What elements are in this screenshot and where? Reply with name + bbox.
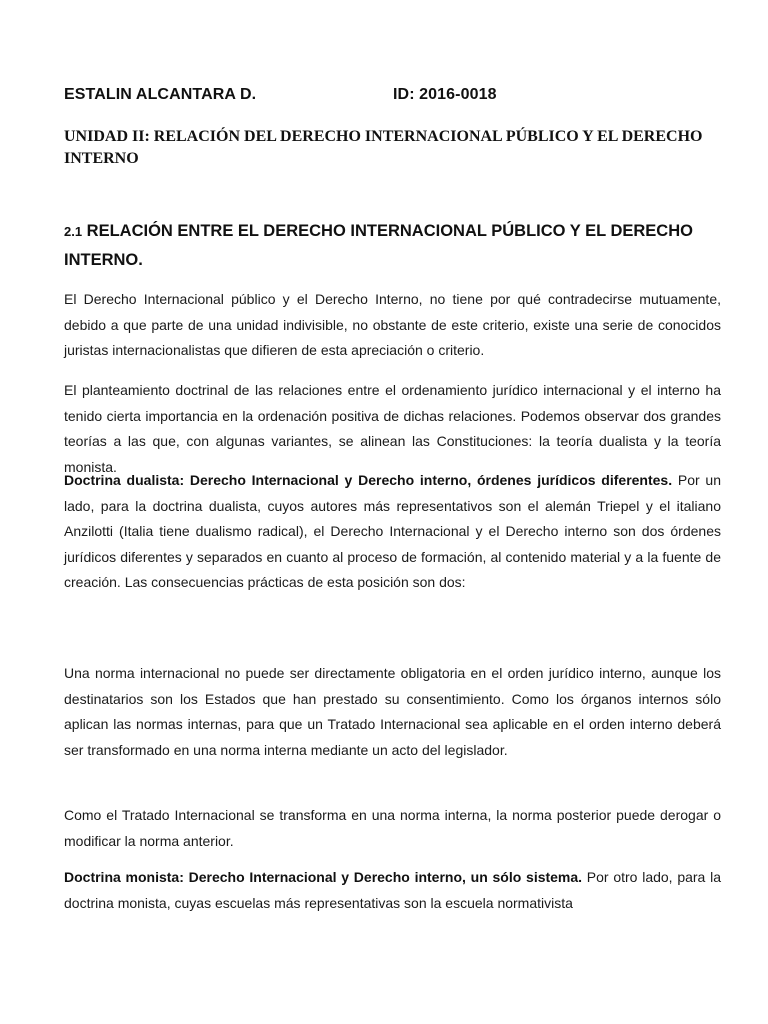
author-name: ESTALIN ALCANTARA D. <box>64 86 257 103</box>
author-id: ID: 2016-0018 <box>393 86 497 103</box>
paragraph-monist-doctrine <box>64 865 721 916</box>
unit-title: UNIDAD II: RELACIÓN DEL DERECHO INTERNACIONAL PÚBLICO Y EL DERECHO INTERNO <box>64 128 703 167</box>
author-line <box>64 86 724 108</box>
section-heading <box>64 217 724 274</box>
monist-doctrine-text: Por otro lado, para la doctrina monista, cuyas escuelas más representativas son la escuela normativista <box>64 869 721 911</box>
paragraph-consequence-one: Una norma internacional no puede ser directamente obligatoria en el orden jurídico interno, aunque los destinatarios son los Estados que han prestado su consentimiento. Como los órganos internos sólo aplican las normas internas, para que un Tratado Internacional sea aplicable en el orden interno deberá ser transformado en una norma interna mediante un acto del legislador. <box>64 665 721 758</box>
paragraph-doctrinal-approach: El planteamiento doctrinal de las relaciones entre el ordenamiento jurídico internacional y el interno ha tenido cierta importancia en la ordenación positiva de dichas relaciones. Podemos observar dos grandes teorías a las que, con algunas variantes, se alinean las Constituciones: la teoría dualista y la teoría monista. <box>64 382 721 475</box>
paragraph-consequence-two: Como el Tratado Internacional se transforma en una norma interna, la norma posterior puede derogar o modificar la norma anterior. <box>64 807 721 849</box>
section-title: RELACIÓN ENTRE EL DERECHO INTERNACIONAL PÚBLICO Y EL DERECHO INTERNO. <box>64 222 693 269</box>
paragraph-dualist-doctrine <box>64 468 721 596</box>
paragraph-intro: El Derecho Internacional público y el Derecho Interno, no tiene por qué contradecirse mutuamente, debido a que parte de una unidad indivisible, no obstante de este criterio, existe una serie de conocidos juristas internacionalistas que difieren de esta apreciación o criterio. <box>64 291 721 358</box>
dualist-doctrine-heading: Doctrina dualista: Derecho Internacional y Derecho interno, órdenes jurídicos diferentes. <box>64 472 673 488</box>
section-number: 2.1 <box>64 224 83 239</box>
dualist-doctrine-text: Por un lado, para la doctrina dualista, cuyos autores más representativos son el alemán Triepel y el italiano Anzilotti (Italia tiene dualismo radical), el Derecho Internacional y el Derecho interno son dos órdenes jurídicos diferentes y separados en cuanto al proceso de formación, al contenido material y a la fuente de creación. Las consecuencias prácticas de esta posición son dos: <box>64 472 721 590</box>
monist-doctrine-heading: Doctrina monista: Derecho Internacional y Derecho interno, un sólo sistema. <box>64 869 583 885</box>
